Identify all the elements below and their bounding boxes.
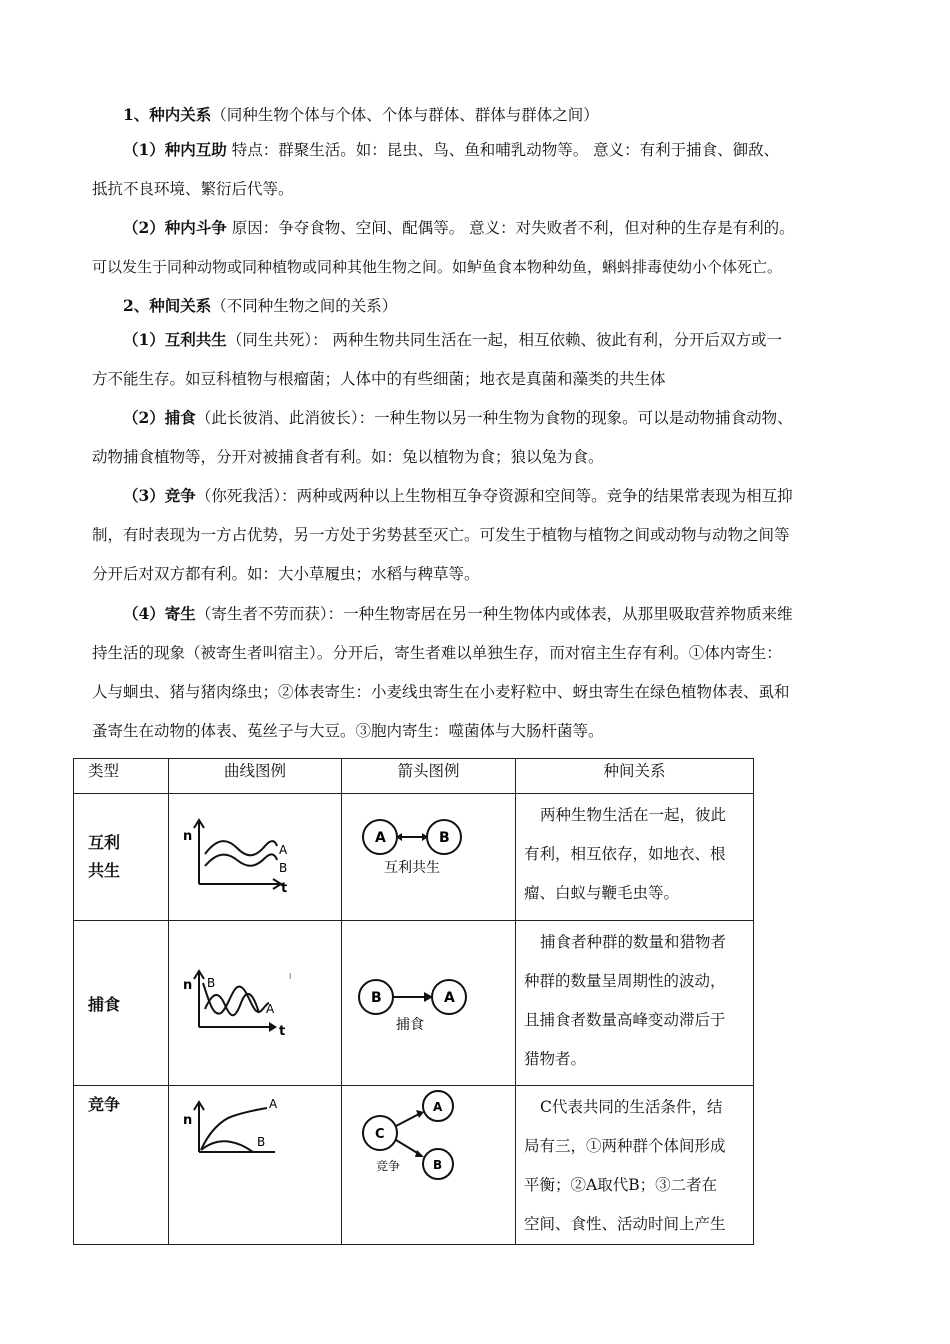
table-row — [74, 921, 754, 1086]
para-text: （同生共死）： 两种生物共同生活在一起，相互依赖、彼此有利，分开后双方或一 — [226, 331, 782, 349]
para-term: 种内互助 — [164, 140, 227, 159]
para-term: 捕食 — [164, 408, 196, 427]
para-intra-help — [92, 130, 872, 209]
desc-line — [524, 923, 749, 962]
arrow-figure-cell — [342, 921, 516, 1086]
para-term: 寄生 — [164, 604, 196, 623]
row-type: 竞争 — [74, 1086, 169, 1245]
interspecific-table — [73, 758, 754, 1245]
para-line: 制，有时表现为一方占优势，另一方处于劣势甚至灭亡。可发生于植物与植物之间或动物与动物之间等 — [92, 526, 790, 544]
header-arrow: 箭头图例 — [342, 759, 516, 794]
competition-arrow — [342, 1086, 515, 1236]
desc-line: 且捕食者数量高峰变动滞后于 — [524, 1011, 726, 1029]
para-line: 可以发生于同种动物或同种植物或同种其他生物之间。如鲈鱼食本物种幼鱼，蝌蚪排毒使幼小个体死亡。 — [92, 258, 783, 276]
heading-title: 2、种间关系 — [123, 296, 212, 315]
series-label-a: A — [266, 1002, 275, 1016]
para-line — [92, 141, 779, 159]
arrow-head-b — [415, 1150, 424, 1157]
para-prefix: （1） — [123, 140, 165, 159]
header-relation: 种间关系 — [516, 759, 754, 794]
para-intra-struggle — [92, 208, 872, 287]
desc-line: 局有三，①两种群个体间形成 — [524, 1137, 726, 1155]
para-term: 种内斗争 — [164, 218, 227, 237]
para-line — [92, 331, 782, 349]
para-predation — [92, 398, 872, 477]
node-a-label: A — [375, 830, 386, 846]
node-b-label: B — [371, 990, 382, 1006]
axis-label-t: t — [281, 881, 288, 896]
node-b-label: B — [433, 1158, 443, 1172]
axis-label-n: n — [183, 1113, 193, 1128]
para-line — [92, 409, 793, 427]
desc-line: 猎物者。 — [524, 1050, 587, 1068]
heading-title: 1、种内关系 — [123, 105, 212, 124]
desc-text: 捕食者种群的数量和猎物者 — [540, 933, 727, 951]
series-label-a: A — [279, 843, 288, 857]
para-text: （寄生者不劳而获）：一种生物寄居在另一种生物体内或体表，从那里吸取营养物质来维 — [195, 605, 793, 623]
node-c-label: C — [375, 1127, 385, 1142]
desc-line: 有利，相互依存，如地衣、根 — [524, 845, 726, 863]
para-parasitism — [92, 594, 872, 751]
para-line: 动物捕食植物等，分开对被捕食者有利。如：兔以植物为食；狼以兔为食。 — [92, 448, 604, 466]
desc-line: 瘤、白蚁与鞭毛虫等。 — [524, 884, 680, 902]
para-line: 人与蛔虫、猪与猪肉绦虫；②体表寄生：小麦线虫寄生在小麦籽粒中、蚜虫寄生在绿色植物体表、虱和 — [92, 683, 790, 701]
desc-text: 两种生物生活在一起，彼此 — [540, 806, 727, 824]
para-prefix: （3） — [123, 486, 165, 505]
relation-description — [516, 794, 754, 921]
para-prefix: （2） — [123, 408, 165, 427]
node-a-label: A — [433, 1100, 443, 1114]
predation-curve — [169, 921, 341, 1081]
node-b-label: B — [439, 830, 450, 846]
curve-b — [201, 1141, 253, 1152]
arrow-caption: 竞争 — [376, 1159, 401, 1173]
para-prefix: （4） — [123, 604, 165, 623]
desc-line — [524, 1088, 749, 1127]
table-header-row — [74, 759, 754, 794]
para-line: 蚤寄生在动物的体表、菟丝子与大豆。③胞内寄生：噬菌体与大肠杆菌等。 — [92, 722, 604, 740]
heading-note: （同种生物个体与个体、个体与群体、群体与群体之间） — [211, 106, 599, 124]
curve-figure-cell — [169, 1086, 342, 1245]
heading-note: （不同种生物之间的关系） — [211, 297, 398, 315]
para-line — [92, 605, 793, 623]
header-curve: 曲线图例 — [169, 759, 342, 794]
arrow-figure-cell — [342, 794, 516, 921]
link-c-b — [396, 1140, 419, 1154]
para-mutualism — [92, 320, 872, 399]
series-label-b: B — [257, 1135, 266, 1149]
curve-a — [205, 841, 277, 855]
mutualism-arrow — [342, 794, 515, 916]
desc-line: 种群的数量呈周期性的波动， — [524, 972, 726, 990]
mutualism-curve — [169, 794, 341, 916]
x-axis-arrow — [269, 1022, 277, 1032]
axis-label-t: t — [279, 1024, 286, 1039]
row-type — [74, 794, 169, 921]
para-line — [92, 487, 793, 505]
stray-mark: I — [289, 972, 292, 981]
relation-description — [516, 1086, 754, 1245]
arrow-caption: 捕食 — [396, 1017, 424, 1033]
para-text: 特点：群聚生活。如：昆虫、鸟、鱼和哺乳动物等。 意义：有利于捕食、御敌、 — [226, 141, 780, 159]
node-a-label: A — [444, 990, 455, 1006]
competition-curve — [169, 1086, 341, 1236]
axis-label-n: n — [183, 978, 193, 993]
curve-figure-cell — [169, 921, 342, 1086]
series-label-b: B — [207, 976, 216, 990]
para-line: 持生活的现象（被寄生者叫宿主）。分开后，寄生者难以单独生存，而对宿主生存有利。①体内寄生： — [92, 644, 782, 662]
header-type: 类型 — [74, 759, 169, 794]
link-c-a — [396, 1114, 419, 1126]
row-type-line: 互利 — [88, 833, 121, 852]
table-row — [74, 1086, 754, 1245]
row-type-line: 共生 — [88, 861, 121, 880]
arrow-caption: 互利共生 — [384, 860, 440, 876]
para-text: （此长彼消、此消彼长）：一种生物以另一种生物为食物的现象。可以是动物捕食动物、 — [195, 409, 793, 427]
arrow-figure-cell — [342, 1086, 516, 1245]
para-text: 原因：争夺食物、空间、配偶等。 意义：对失败者不利，但对种的生存是有利的。 — [226, 219, 795, 237]
heading-intraspecific — [92, 95, 872, 135]
series-label-a: A — [269, 1097, 278, 1111]
para-line: 分开后对双方都有利。如：大小草履虫；水稻与稗草等。 — [92, 565, 480, 583]
para-text: （你死我活）：两种或两种以上生物相互争夺资源和空间等。竞争的结果常表现为相互抑 — [195, 487, 793, 505]
para-line: 抵抗不良环境、繁衍后代等。 — [92, 180, 294, 198]
para-line — [92, 219, 795, 237]
series-label-b: B — [279, 861, 288, 875]
para-line: 方不能生存。如豆科植物与根瘤菌；人体中的有些细菌；地衣是真菌和藻类的共生体 — [92, 370, 666, 388]
desc-line: 平衡；②A取代B；③二者在 — [524, 1176, 718, 1194]
desc-line — [524, 796, 749, 835]
axis-label-n: n — [183, 829, 193, 844]
table-row — [74, 794, 754, 921]
predation-arrow — [342, 921, 515, 1081]
desc-line: 空间、食性、活动时间上产生 — [524, 1215, 726, 1233]
row-type: 捕食 — [74, 921, 169, 1086]
curve-figure-cell — [169, 794, 342, 921]
para-prefix: （2） — [123, 218, 165, 237]
curve-b — [205, 854, 277, 866]
para-term: 互利共生 — [164, 330, 227, 349]
para-prefix: （1） — [123, 330, 165, 349]
relation-description — [516, 921, 754, 1086]
para-competition — [92, 476, 872, 594]
para-term: 竞争 — [164, 486, 196, 505]
desc-text: C代表共同的生活条件，结 — [540, 1098, 723, 1116]
